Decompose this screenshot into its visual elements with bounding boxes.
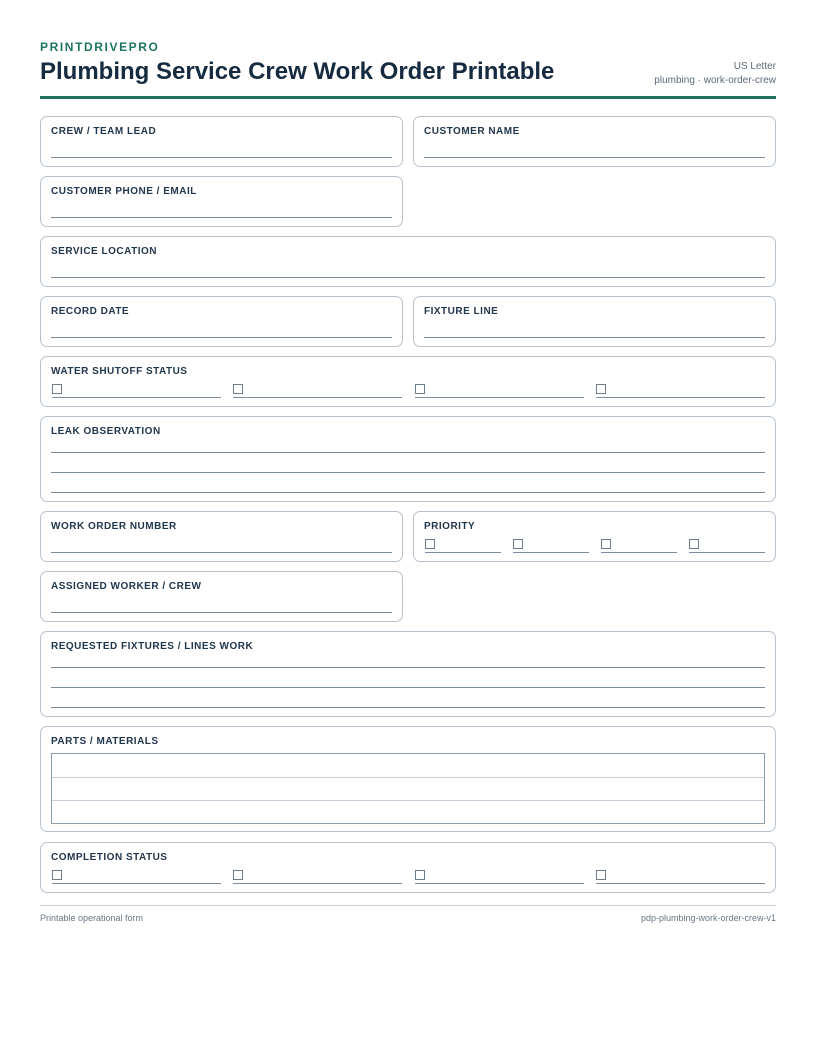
parts-materials-row-divider-2 [52, 800, 764, 801]
work-order-number-input-line[interactable] [51, 552, 392, 553]
page-title: Plumbing Service Crew Work Order Printable [40, 58, 555, 85]
completion-option-line-4[interactable] [596, 883, 765, 884]
water-shutoff-option-line-3[interactable] [415, 397, 584, 398]
completion-checkbox-1[interactable] [52, 870, 62, 880]
fixture-line-label: FIXTURE LINE [424, 306, 499, 317]
parts-materials-table[interactable] [51, 753, 765, 824]
water-shutoff-checkbox-2[interactable] [233, 384, 243, 394]
priority-option-line-4[interactable] [689, 552, 765, 553]
requested-work-line-2[interactable] [51, 687, 765, 688]
footer-divider [40, 905, 776, 906]
requested-fixtures-lines-work-field [40, 631, 776, 717]
parts-materials-label: PARTS / MATERIALS [51, 736, 159, 747]
water-shutoff-option-line-2[interactable] [233, 397, 402, 398]
completion-option-line-3[interactable] [415, 883, 584, 884]
service-location-input-line[interactable] [51, 277, 765, 278]
paper-size: US Letter [733, 61, 776, 72]
service-location-field [40, 236, 776, 287]
leak-observation-line-2[interactable] [51, 472, 765, 473]
water-shutoff-status-field [40, 356, 776, 407]
completion-option-line-1[interactable] [52, 883, 221, 884]
assigned-worker-crew-input-line[interactable] [51, 612, 392, 613]
page-meta [654, 60, 776, 88]
requested-work-line-3[interactable] [51, 707, 765, 708]
customer-phone-email-label: CUSTOMER PHONE / EMAIL [51, 186, 197, 197]
water-shutoff-status-label: WATER SHUTOFF STATUS [51, 366, 188, 377]
completion-checkbox-3[interactable] [415, 870, 425, 880]
parts-materials-row-divider-1 [52, 777, 764, 778]
completion-status-field [40, 842, 776, 893]
work-order-number-field [40, 511, 403, 562]
completion-option-line-2[interactable] [233, 883, 402, 884]
assigned-worker-crew-label: ASSIGNED WORKER / CREW [51, 581, 202, 592]
fixture-line-field [413, 296, 776, 347]
customer-phone-email-field [40, 176, 403, 227]
record-date-field [40, 296, 403, 347]
record-date-label: RECORD DATE [51, 306, 130, 317]
parts-materials-field [40, 726, 776, 832]
completion-checkbox-4[interactable] [596, 870, 606, 880]
fixture-line-input-line[interactable] [424, 337, 765, 338]
water-shutoff-checkbox-1[interactable] [52, 384, 62, 394]
completion-checkbox-2[interactable] [233, 870, 243, 880]
priority-option-line-3[interactable] [601, 552, 677, 553]
leak-observation-line-1[interactable] [51, 452, 765, 453]
crew-team-lead-input-line[interactable] [51, 157, 392, 158]
customer-name-input-line[interactable] [424, 157, 765, 158]
customer-name-field [413, 116, 776, 167]
water-shutoff-option-line-4[interactable] [596, 397, 765, 398]
completion-status-label: COMPLETION STATUS [51, 852, 168, 863]
priority-checkbox-2[interactable] [513, 539, 523, 549]
priority-field [413, 511, 776, 562]
leak-observation-line-3[interactable] [51, 492, 765, 493]
brand-name: PRINTDRIVEPRO [40, 40, 160, 54]
work-order-number-label: WORK ORDER NUMBER [51, 521, 177, 532]
customer-name-label: CUSTOMER NAME [424, 126, 520, 137]
priority-label: PRIORITY [424, 521, 476, 532]
requested-work-line-1[interactable] [51, 667, 765, 668]
leak-observation-label: LEAK OBSERVATION [51, 426, 161, 437]
footer-label: Printable operational form [40, 913, 144, 923]
priority-checkbox-3[interactable] [601, 539, 611, 549]
water-shutoff-checkbox-4[interactable] [596, 384, 606, 394]
water-shutoff-checkbox-3[interactable] [415, 384, 425, 394]
priority-option-line-2[interactable] [513, 552, 589, 553]
priority-checkbox-4[interactable] [689, 539, 699, 549]
service-location-label: SERVICE LOCATION [51, 246, 157, 257]
crew-team-lead-label: CREW / TEAM LEAD [51, 126, 157, 137]
form-id: pdp-plumbing-work-order-crew-v1 [640, 913, 776, 923]
requested-fixtures-lines-work-label: REQUESTED FIXTURES / LINES WORK [51, 641, 254, 652]
crew-team-lead-field [40, 116, 403, 167]
record-date-input-line[interactable] [51, 337, 392, 338]
form-tags: plumbing · work-order-crew [654, 75, 776, 86]
customer-phone-email-input-line[interactable] [51, 217, 392, 218]
header-divider [40, 96, 776, 99]
priority-checkbox-1[interactable] [425, 539, 435, 549]
assigned-worker-crew-field [40, 571, 403, 622]
leak-observation-field [40, 416, 776, 502]
water-shutoff-option-line-1[interactable] [52, 397, 221, 398]
priority-option-line-1[interactable] [425, 552, 501, 553]
